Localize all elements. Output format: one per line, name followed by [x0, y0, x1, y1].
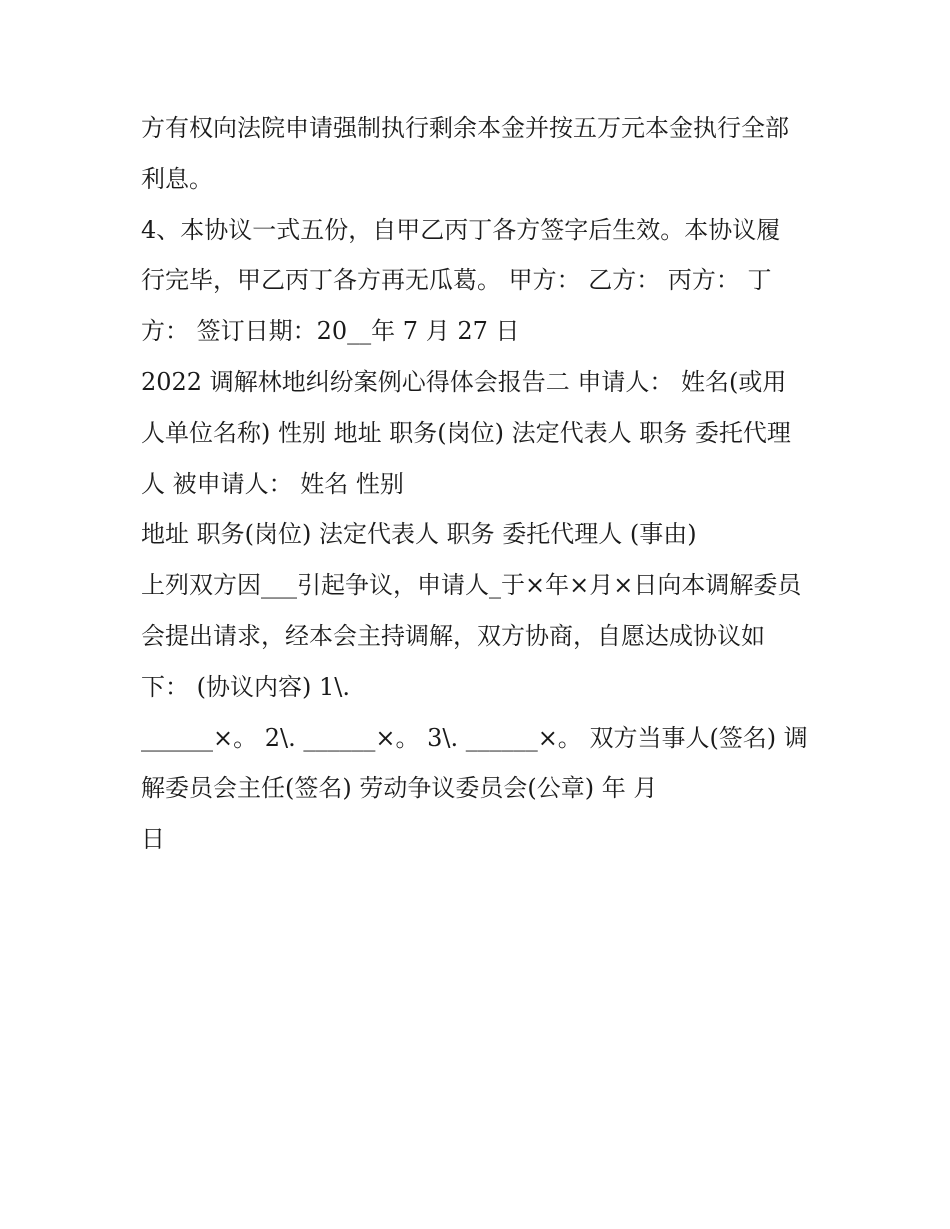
text-line: 地址 职务(岗位) 法定代表人 职务 委托代理人 (事由): [141, 520, 697, 549]
text-line: 方： 签订日期：20__年 7 月 27 日: [141, 317, 520, 346]
text-line: 2022 调解林地纠纷案例心得体会报告二 申请人： 姓名(或用: [141, 367, 787, 396]
text-line: 人 被申请人： 姓名 性别: [141, 469, 404, 498]
text-line: 会提出请求，经本会主持调解，双方协商，自愿达成协议如: [141, 621, 765, 650]
text-line: 上列双方因___引起争议，申请人_于×年×月×日向本调解委员: [141, 571, 802, 600]
text-line: 日: [141, 825, 165, 854]
text-line: 人单位名称) 性别 地址 职务(岗位) 法定代表人 职务 委托代理: [141, 418, 791, 447]
text-line: ______×。 2\. ______×。 3\. ______×。 双方当事人(签名) 调: [141, 723, 808, 752]
document-body: [141, 103, 821, 865]
text-line: 解委员会主任(签名) 劳动争议委员会(公章) 年 月: [141, 774, 658, 803]
text-line: 利息。: [141, 164, 213, 193]
text-line: 下： (协议内容) 1\.: [141, 672, 350, 701]
text-line: 行完毕，甲乙丙丁各方再无瓜葛。 甲方： 乙方： 丙方： 丁: [141, 266, 772, 295]
text-line: 方有权向法院申请强制执行剩余本金并按五万元本金执行全部: [141, 114, 789, 142]
text-line: 4、本协议一式五份，自甲乙丙丁各方签字后生效。本协议履: [141, 215, 781, 244]
